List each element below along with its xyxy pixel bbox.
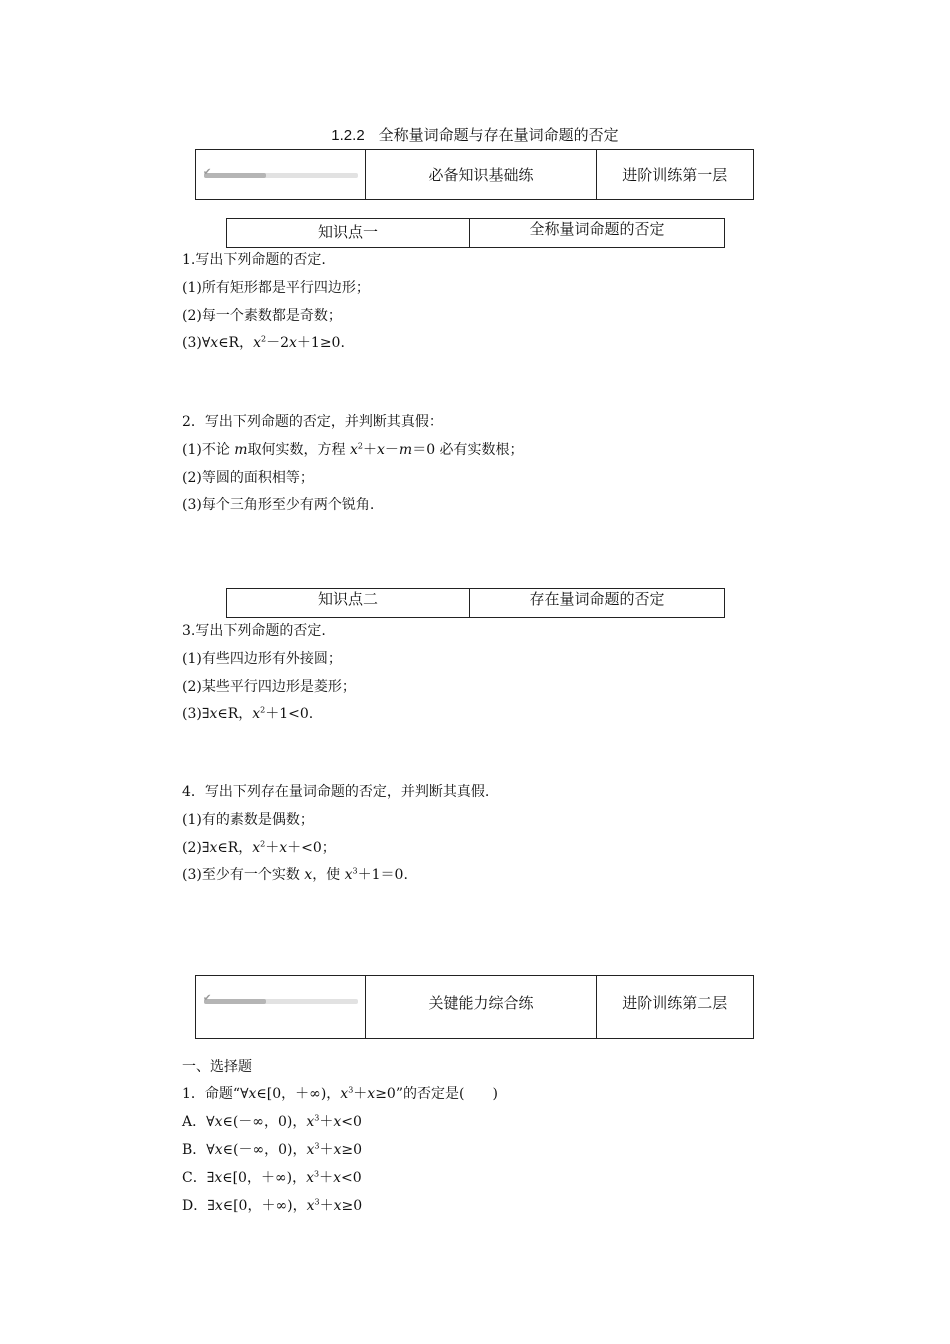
question-3-part-3: (3)∃x∈R，$x^2+1<0$. (182, 705, 314, 722)
section-heading: 一、选择题 (182, 1059, 252, 1075)
option-a: A．∀x∈(－∞，0)，$x^3+x<0$ (182, 1113, 362, 1130)
progress-fill (204, 173, 266, 178)
practice-banner-2 (195, 975, 754, 1039)
option-b: B．∀x∈(－∞，0)，$x^3+x\ge 0$ (182, 1141, 363, 1158)
knowledge-point-topic: 全称量词命题的否定 (529, 220, 665, 238)
question-3-part-2: (2)某些平行四边形是菱形； (182, 679, 356, 695)
question-2-part-2: (2)等圆的面积相等； (182, 470, 314, 486)
knowledge-point-label: 知识点二 (227, 589, 470, 617)
question-2-part-3: (3)每个三角形至少有两个锐角. (182, 497, 375, 513)
progress-bar (203, 167, 358, 178)
knowledge-point-label: 知识点一 (227, 219, 470, 247)
question-4-part-3: (3)至少有一个实数 x，使 $x^3+1=0$. (182, 866, 408, 883)
question-1-part-3: (3)∀x∈R，$x^2-2x+1\ge 0$. (182, 334, 345, 351)
question-3-stem: 3.写出下列命题的否定. (182, 623, 326, 639)
check-icon: ✔ (203, 993, 212, 1004)
banner-progress-cell (196, 150, 366, 199)
check-icon: ✔ (203, 167, 212, 178)
progress-bar (203, 993, 358, 1004)
option-d: D．∃x∈[0，＋∞)，$x^3+x\ge 0$ (182, 1197, 363, 1214)
question-1-part-2: (2)每一个素数都是奇数； (182, 308, 342, 324)
question-2-part-1: (1)不论 m取何实数，方程 $x^2+x-m=0$ 必有实数根； (182, 441, 524, 458)
knowledge-point-1 (226, 218, 725, 248)
question-4-stem: 4．写出下列存在量词命题的否定，并判断其真假. (182, 784, 490, 800)
banner-progress-cell (196, 976, 366, 1038)
question-1-stem: 1.写出下列命题的否定. (182, 252, 326, 268)
option-c: C．∃x∈[0，＋∞)，$x^3+x<0$ (182, 1169, 362, 1186)
banner-title: 必备知识基础练 (366, 150, 596, 199)
knowledge-point-2 (226, 588, 725, 618)
question-4-part-2: (2)∃x∈R，$x^2+x+<0$； (182, 839, 336, 856)
question-3-part-1: (1)有些四边形有外接圆； (182, 651, 342, 667)
question-1-part-1: (1)所有矩形都是平行四边形； (182, 280, 370, 296)
question-2-stem: 2．写出下列命题的否定，并判断其真假： (182, 414, 443, 430)
banner-level: 进阶训练第二层 (622, 994, 728, 1012)
mc-question-1-stem: 1．命题“∀x∈[0，＋∞)，$x^3+x\ge 0$”的否定是( ) (182, 1085, 498, 1102)
question-4-part-1: (1)有的素数是偶数； (182, 812, 314, 828)
knowledge-point-topic: 存在量词命题的否定 (529, 590, 665, 608)
progress-fill (204, 999, 266, 1004)
banner-level: 进阶训练第一层 (622, 166, 728, 184)
title-text: 全称量词命题与存在量词命题的否定 (378, 126, 619, 144)
practice-banner-1 (195, 149, 754, 200)
page-title (0, 124, 950, 145)
section-number: 1.2.2 (331, 127, 365, 144)
banner-title: 关键能力综合练 (366, 976, 596, 1038)
